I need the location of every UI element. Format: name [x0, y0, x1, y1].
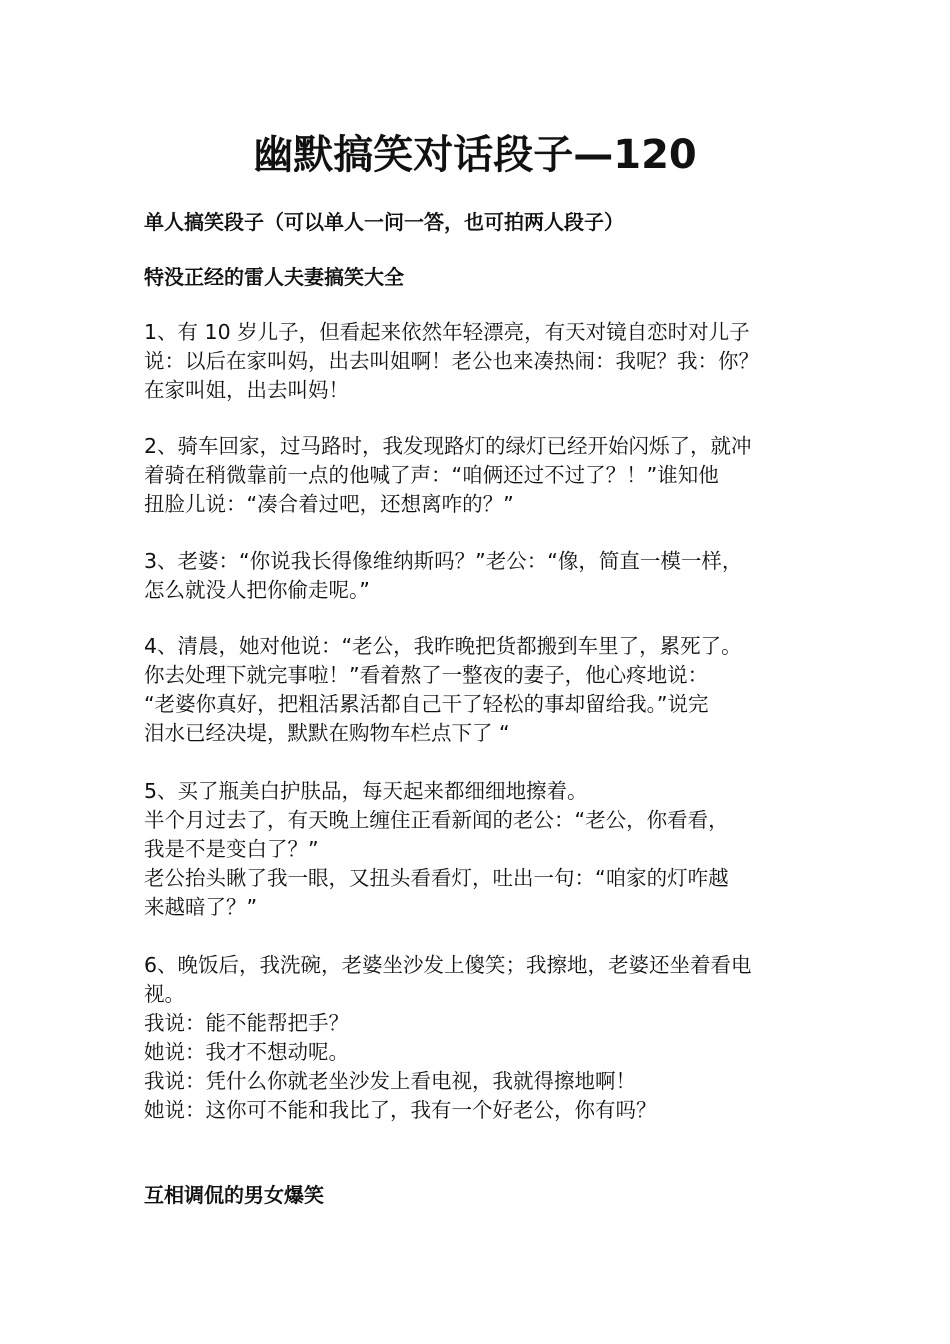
joke-line: 2、骑车回家，过马路时，我发现路灯的绿灯已经开始闪烁了，就冲	[144, 434, 752, 458]
page-title: 幽默搞笑对话段子—120	[253, 132, 697, 178]
joke-line: 3、老婆：“你说我长得像维纳斯吗？”老公：“像，简直一模一样，	[144, 549, 743, 573]
joke-paragraph-5	[144, 777, 834, 922]
joke-line: 扭脸儿说：“凑合着过吧，还想离咋的？”	[144, 492, 514, 516]
joke-line: 1、有 10 岁儿子，但看起来依然年轻漂亮，有天对镜自恋时对儿子	[144, 320, 750, 344]
joke-line: “老婆你真好，把粗活累活都自己干了轻松的事却留给我。”说完	[144, 692, 709, 716]
joke-line: 我是不是变白了？”	[144, 837, 319, 861]
joke-line: 来越暗了？”	[144, 895, 258, 919]
joke-line: 泪水已经决堤，默默在购物车栏点下了 “	[144, 721, 510, 745]
joke-paragraph-3	[144, 547, 834, 605]
joke-line: 5、买了瓶美白护肤品，每天起来都细细地擦着。	[144, 779, 588, 803]
section-heading-couple-jokes: 特没正经的雷人夫妻搞笑大全	[144, 265, 404, 289]
joke-line: 我说：凭什么你就老坐沙发上看电视，我就得擦地啊！	[144, 1069, 636, 1093]
joke-paragraph-6	[144, 951, 834, 1125]
joke-line: 你去处理下就完事啦！”看着熬了一整夜的妻子，他心疼地说：	[144, 663, 709, 687]
joke-line: 老公抬头瞅了我一眼，又扭头看看灯，吐出一句：“咱家的灯咋越	[144, 866, 729, 890]
joke-line: 她说：这你可不能和我比了，我有一个好老公，你有吗？	[144, 1098, 657, 1122]
joke-line: 着骑在稍微靠前一点的他喊了声：“咱俩还过不过了？！”谁知他	[144, 463, 719, 487]
joke-line: 我说：能不能帮把手？	[144, 1011, 349, 1035]
joke-paragraph-2	[144, 432, 834, 519]
joke-line: 半个月过去了，有天晚上缠住正看新闻的老公：“老公，你看看，	[144, 808, 729, 832]
joke-line: 在家叫姐，出去叫妈！	[144, 378, 349, 402]
joke-line: 视。	[144, 982, 185, 1006]
joke-line: 说：以后在家叫妈，出去叫姐啊！老公也来凑热闹：我呢？我：你？	[144, 349, 759, 373]
joke-line: 4、清晨，她对他说：“老公，我昨晚把货都搬到车里了，累死了。	[144, 634, 742, 658]
joke-line: 6、晚饭后，我洗碗，老婆坐沙发上傻笑；我擦地，老婆还坐着看电	[144, 953, 752, 977]
joke-line: 她说：我才不想动呢。	[144, 1040, 349, 1064]
section-heading-banter-jokes: 互相调侃的男女爆笑	[144, 1183, 324, 1207]
section-heading-solo-jokes: 单人搞笑段子（可以单人一问一答，也可拍两人段子）	[144, 210, 624, 234]
joke-line: 怎么就没人把你偷走呢。”	[144, 578, 370, 602]
joke-paragraph-1	[144, 318, 834, 405]
joke-paragraph-4	[144, 632, 834, 748]
